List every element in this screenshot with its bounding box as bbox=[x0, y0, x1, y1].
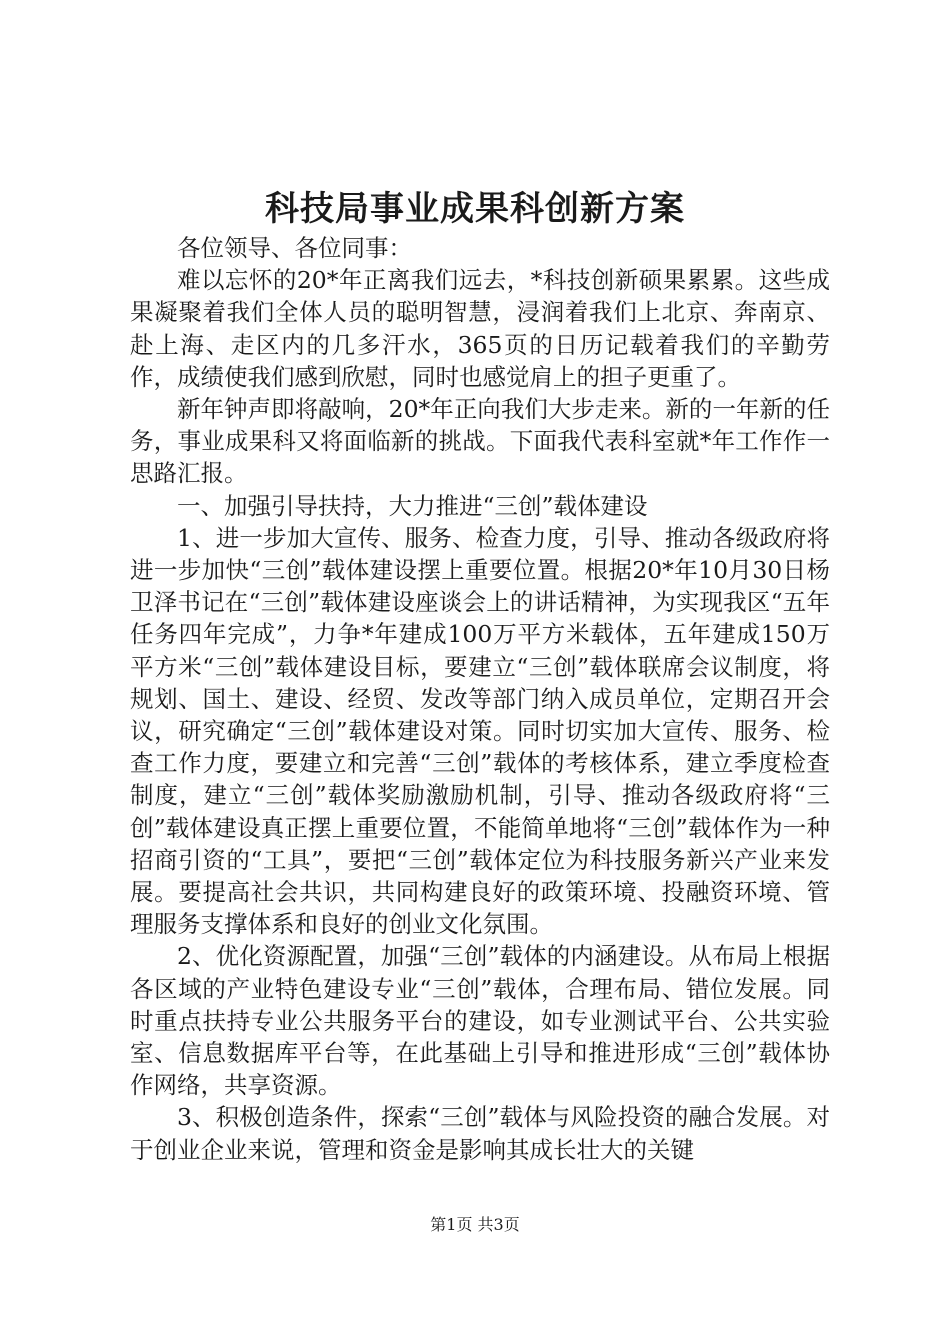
body-paragraph: 难以忘怀的20*年正离我们远去，*科技创新硕果累累。这些成果凝聚着我们全体人员的聪明智慧，浸润着我们上北京、奔南京、赴上海、走区内的几多汗水，365页的日历记载着我们的辛勤劳作，成绩使我们感到欣慰，同时也感觉肩上的担子更重了。 bbox=[130, 266, 830, 391]
document-title: 科技局事业成果科创新方案 bbox=[265, 189, 685, 229]
body-paragraph: 2、优化资源配置，加强“三创”载体的内涵建设。从布局上根据各区域的产业特色建设专业“三创”载体，合理布局、错位发展。同时重点扶持专业公共服务平台的建设，如专业测试平台、公共实验室、信息数据库平台等，在此基础上引导和推进形成“三创”载体协作网络，共享资源。 bbox=[130, 942, 830, 1100]
body-paragraph: 1、进一步加大宣传、服务、检查力度，引导、推动各级政府将进一步加快“三创”载体建设摆上重要位置。根据20*年10月30日杨卫泽书记在“三创”载体建设座谈会上的讲话精神，为实现我区“五年任务四年完成”，力争*年建成100万平方米载体，五年建成150万平方米“三创”载体建设目标，要建立“三创”载体联席会议制度，将规划、国土、建设、经贸、发改等部门纳入成员单位，定期召开会议，研究确定“三创”载体建设对策。同时切实加大宣传、服务、检查工作力度，要建立和完善“三创”载体的考核体系，建立季度检查制度，建立“三创”载体奖励激励机制，引导、推动各级政府将“三创”载体建设真正摆上重要位置，不能简单地将“三创”载体作为一种招商引资的“工具”，要把“三创”载体定位为科技服务新兴产业来发展。要提高社会共识，共同构建良好的政策环境、投融资环境、管理服务支撑体系和良好的创业文化氛围。 bbox=[130, 523, 830, 939]
page-footer bbox=[0, 1213, 950, 1237]
greeting-paragraph: 各位领导、各位同事： bbox=[177, 234, 412, 262]
document-body bbox=[130, 232, 830, 1166]
section-heading: 一、加强引导扶持，大力推进“三创”载体建设 bbox=[177, 491, 648, 520]
body-paragraph: 3、积极创造条件，探索“三创”载体与风险投资的融合发展。对于创业企业来说，管理和资金是影响其成长壮大的关键 bbox=[130, 1103, 830, 1164]
body-paragraph: 新年钟声即将敲响，20*年正向我们大步走来。新的一年新的任务，事业成果科又将面临新的挑战。下面我代表科室就*年工作作一思路汇报。 bbox=[130, 395, 830, 488]
page-indicator: 第1页 共3页 bbox=[430, 1215, 520, 1234]
